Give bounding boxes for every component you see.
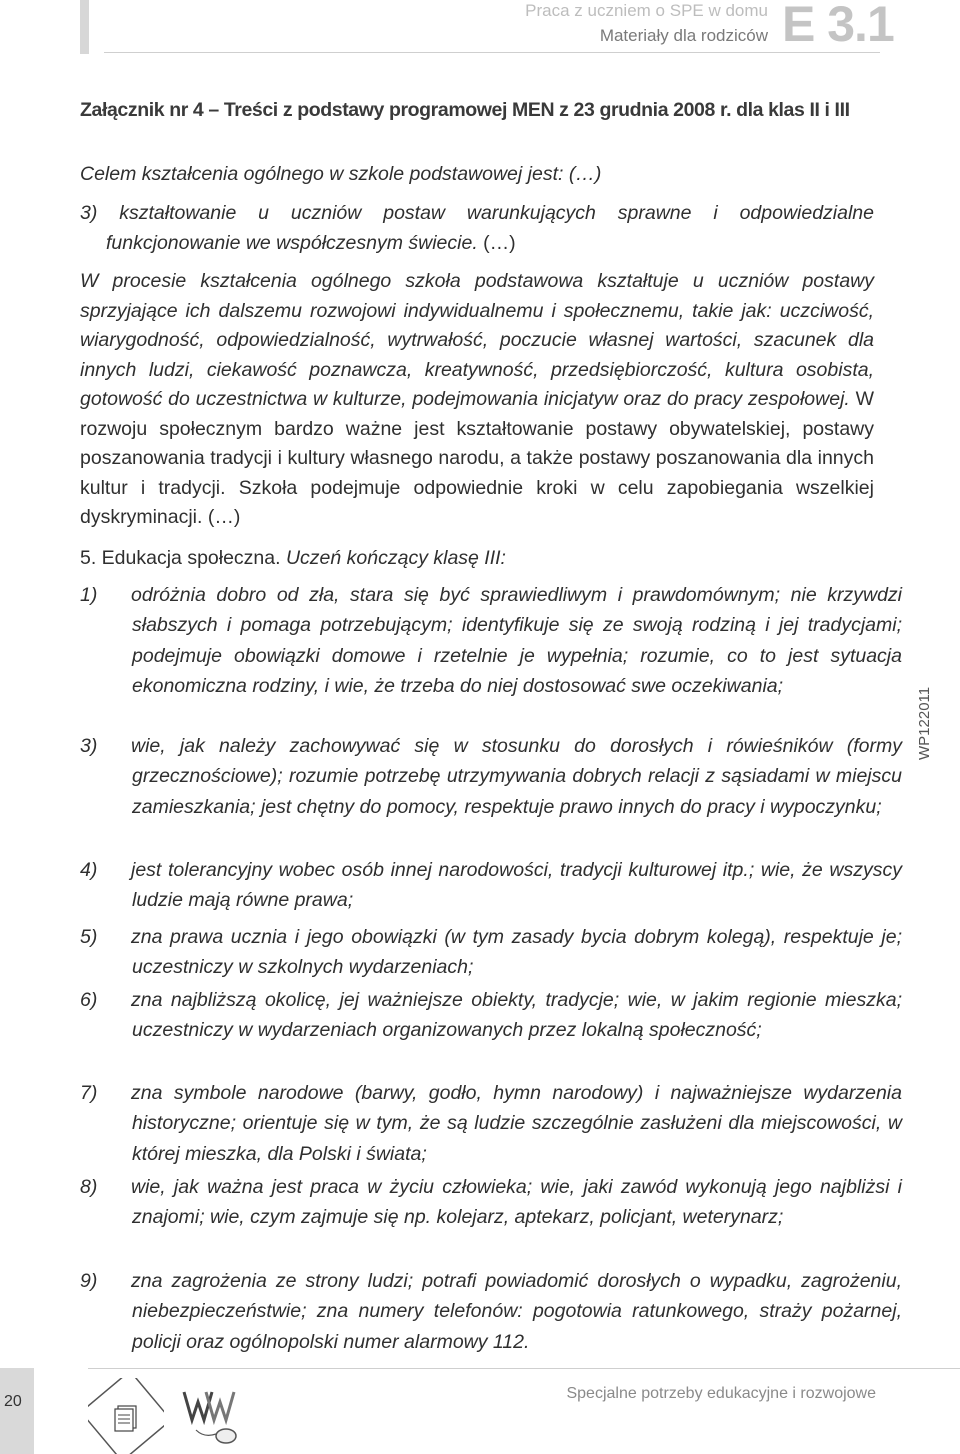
header-divider	[104, 52, 880, 53]
item-number: 4)	[80, 859, 98, 881]
intro-text: Celem kształcenia ogólnego w szkole podstawowej jest: (…)	[80, 163, 602, 185]
list-item	[80, 1172, 902, 1233]
item-text: wie, jak należy zachowywać się w stosunku do dorosłych i rówieśników (formy grzecznościowe); rozumie potrzebę utrzymywania dobrych relacji z sąsiadami w miejscu zamieszkania; jest chętny do pomocy, respektuje prawo innych do pracy i wypoczynku;	[131, 735, 902, 818]
page-number-box	[0, 1368, 34, 1454]
point-3-number: 3)	[80, 202, 98, 224]
item-text: odróżnia dobro od zła, stara się być sprawiedliwym i prawdomównym; nie krzywdzi słabszych i pomaga potrzebującym; identyfikuje się ze swoją rodziną i jej tradycjami; podejmuje obowiązki domowe i rzetelnie je wypełnia; rozumie, co to jest sytuacja ekonomiczna rodziny, i wie, że trzeba do niej dostosować swe oczekiwania;	[131, 584, 902, 697]
www-mouse-logo-icon	[176, 1380, 246, 1450]
section-heading	[80, 544, 874, 574]
page-title: Załącznik nr 4 – Treści z podstawy programowej MEN z 23 grudnia 2008 r. dla klas II i III	[80, 99, 850, 121]
header-code: E 3.1	[782, 0, 894, 52]
item-text: jest tolerancyjny wobec osób innej narodowości, tradycji kulturowej itp.; wie, że wszyscy ludzie mają równe prawa;	[131, 859, 902, 912]
item-number: 6)	[80, 989, 98, 1011]
para-line: oraz do pracy zespołowej.	[623, 388, 850, 410]
para-line: kultura osobista, gotowość do uczestnictwa w kulturze, podejmowania inicjatyw	[80, 358, 875, 410]
point-3-text: kształtowanie u uczniów postaw warunkujących sprawne i odpowiedzialne funkcjonowanie we współczesnym świecie.	[106, 202, 874, 254]
side-code: WP122011	[916, 686, 933, 760]
list-item	[80, 731, 902, 822]
item-number: 8)	[80, 1176, 98, 1198]
point-3	[80, 199, 874, 258]
paragraph-attitudes	[80, 267, 874, 533]
footer-text: Specjalne potrzeby edukacyjne i rozwojowe	[566, 1385, 876, 1402]
item-text: wie, jak ważna jest praca w życiu człowieka; wie, jaki zawód wykonują jego najbliżsi i znajomi; wie, czym zajmuje się np. kolejarz, aptekarz, policjant, weterynarz;	[131, 1176, 902, 1229]
header-bar-decoration	[80, 0, 89, 54]
para-line: W procesie kształcenia ogólnego szkoła podstawowa kształtuje u uczniów postawy	[80, 270, 874, 292]
item-text: zna najbliższą okolicę, jej ważniejsze obiekty, tradycje; wie, w jakim regionie mieszka; uczestniczy w wydarzeniach organizowanych przez lokalną społeczność;	[131, 989, 902, 1042]
item-number: 1)	[80, 584, 98, 606]
list-item	[80, 922, 902, 983]
para-line: szacunek dla innych ludzi, ciekawość poznawcza, kreatywność, przedsiębiorczość,	[80, 329, 874, 381]
header-subtitle: Materiały dla rodziców	[599, 26, 768, 45]
list-item	[80, 580, 902, 701]
item-number: 5)	[80, 926, 98, 948]
header-series: Praca z uczniem o SPE w domu	[525, 1, 768, 20]
item-number: 3)	[80, 735, 98, 757]
footer-divider	[88, 1368, 960, 1369]
section-label: 5. Edukacja społeczna.	[80, 547, 281, 569]
para-line: sprzyjające ich dalszemu rozwojowi indywidualnemu i społecznemu, takie jak:	[80, 299, 772, 322]
list-item	[80, 985, 902, 1046]
item-number: 7)	[80, 1082, 98, 1104]
para-line: uczciwość, wiarygodność, odpowiedzialność, wytrwałość, poczucie własnej wartości,	[80, 299, 875, 351]
section-lead: Uczeń kończący klasę III:	[285, 547, 506, 569]
item-text: zna zagrożenia ze strony ludzi; potrafi powiadomić dorosłych o wypadku, zagrożeniu, niebezpieczeństwie; zna numery telefonów: pogotowia ratunkowego, straży pożarnej, policji oraz ogólnopolski numer alarmowy 112.	[131, 1270, 902, 1353]
list-item	[80, 855, 902, 916]
copy-permission-stamp-icon	[88, 1378, 164, 1454]
page-number: 20	[4, 1393, 22, 1410]
item-text: zna symbole narodowe (barwy, godło, hymn narodowy) i najważniejsze wydarzenia historyczne; orientuje się w tym, że są ludzie szczególnie zasłużeni dla miejscowości, w której mieszka, dla Polski i świata;	[131, 1082, 902, 1165]
para-plain: W rozwoju społecznym bardzo ważne jest kształtowanie postawy obywatelskiej, postawy poszanowania tradycji i kultury własnego narodu, a także postawy poszanowania dla innych kultur i tradycji. Szkoła podejmuje odpowiednie kroki w celu zapobiegania wszelkiej dyskryminacji. (…)	[80, 388, 875, 528]
item-number: 9)	[80, 1270, 98, 1292]
list-item	[80, 1078, 902, 1169]
list-item	[80, 1266, 902, 1357]
item-text: zna prawa ucznia i jego obowiązki (w tym zasady bycia dobrym kolegą), respektuje je; uczestniczy w szkolnych wydarzeniach;	[131, 926, 902, 979]
point-3-ellipsis: (…)	[483, 231, 516, 254]
